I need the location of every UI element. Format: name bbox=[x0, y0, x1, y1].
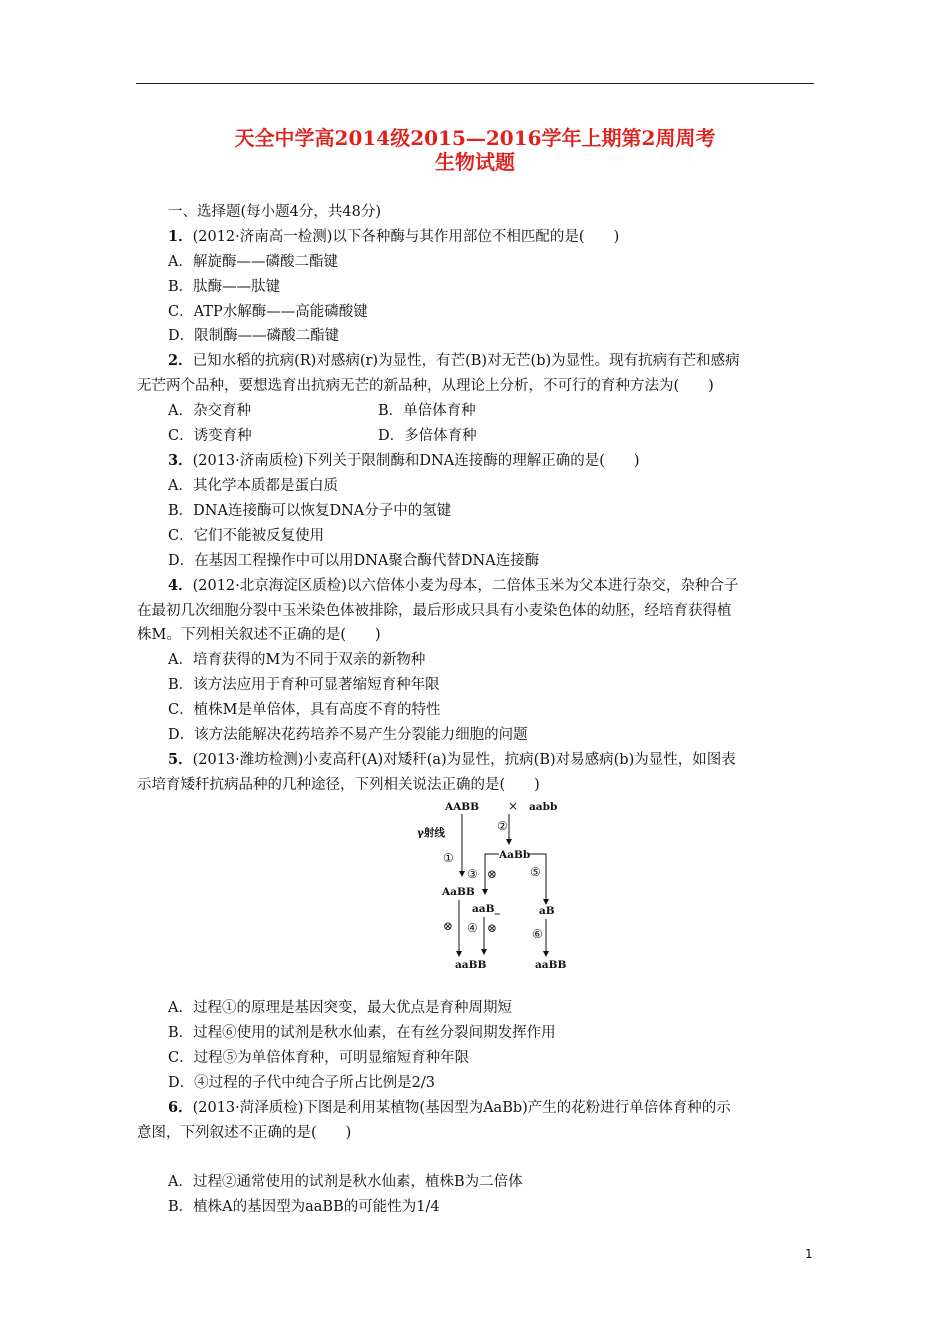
intermediate-aab: aaB_ bbox=[472, 903, 500, 915]
q4-option-d: D．该方法能解决花药培养不易产生分裂能力细胞的问题 bbox=[168, 727, 528, 743]
q2-option-d: D．多倍体育种 bbox=[378, 428, 477, 444]
q1-option-c: C．ATP水解酶——高能磷酸键 bbox=[168, 304, 368, 320]
exam-subtitle: 生物试题 bbox=[435, 150, 515, 174]
question-2 bbox=[168, 351, 740, 371]
parent-aabb-dominant: AABB bbox=[445, 801, 480, 813]
question-4-cont1: 在最初几次细胞分裂中玉米染色体被排除，最后形成只具有小麦染色体的幼胚，经培育获得植 bbox=[137, 603, 732, 619]
q5-option-d: D．④过程的子代中纯合子所占比例是2/3 bbox=[168, 1075, 435, 1091]
question-number: 3． bbox=[168, 452, 193, 469]
question-number: 4． bbox=[168, 577, 193, 594]
q3-option-d: D．在基因工程操作中可以用DNA聚合酶代替DNA连接酶 bbox=[168, 553, 540, 569]
exam-title: 天全中学高2014级2015—2016学年上期第2周周考 bbox=[234, 126, 716, 150]
question-4-cont2: 株M。下列相关叙述不正确的是( ) bbox=[137, 627, 381, 643]
step-4-label: ④ bbox=[467, 921, 478, 935]
parent-aabb-recessive: aabb bbox=[529, 801, 558, 813]
question-stem: (2013·潍坊检测)小麦高秆(A)对矮秆(a)为显性，抗病(B)对易感病(b)为显性，如图表 bbox=[192, 752, 736, 768]
q1-option-a: A．解旋酶——磷酸二酯键 bbox=[168, 254, 338, 270]
question-number: 2． bbox=[168, 352, 193, 369]
q2-option-b: B．单倍体育种 bbox=[378, 403, 476, 419]
question-stem: 已知水稻的抗病(R)对感病(r)为显性，有芒(B)对无芒(b)为显性。现有抗病有芒和感病 bbox=[192, 353, 740, 369]
q4-option-a: A．培育获得的M为不同于双亲的新物种 bbox=[168, 652, 426, 668]
q5-option-c: C．过程⑤为单倍体育种，可明显缩短育种年限 bbox=[168, 1050, 470, 1066]
q2-options-row2 bbox=[168, 426, 588, 446]
page-number: 1 bbox=[805, 1247, 813, 1261]
q6-option-b: B．植株A的基因型为aaBB的可能性为1/4 bbox=[168, 1199, 440, 1215]
question-number: 1． bbox=[168, 228, 193, 245]
question-stem: (2013·菏泽质检)下图是利用某植物(基因型为AaBb)产生的花粉进行单倍体育种的示 bbox=[192, 1100, 731, 1116]
haploid-ab: aB bbox=[539, 905, 555, 917]
breeding-pathway-diagram bbox=[405, 796, 585, 976]
question-5-cont: 示培育矮秆抗病品种的几种途径，下列相关说法正确的是( ) bbox=[137, 777, 540, 793]
q4-option-c: C．植株M是单倍体，具有高度不育的特性 bbox=[168, 702, 441, 718]
question-number: 5． bbox=[168, 751, 193, 768]
question-stem: (2013·济南质检)下列关于限制酶和DNA连接酶的理解正确的是( ) bbox=[192, 453, 640, 469]
self-cross-icon: ⊗ bbox=[487, 867, 498, 881]
step-2-label: ② bbox=[497, 819, 508, 833]
result-aabb-left: aaBB bbox=[455, 959, 487, 971]
q3-option-b: B．DNA连接酶可以恢复DNA分子中的氢键 bbox=[168, 503, 452, 519]
cross-symbol: × bbox=[508, 799, 519, 813]
question-2-cont: 无芒两个品种，要想选育出抗病无芒的新品种，从理论上分析，不可行的育种方法为( ) bbox=[137, 378, 714, 394]
mutant-aabb: AaBB bbox=[442, 886, 475, 898]
step-1-label: ① bbox=[443, 851, 454, 865]
section-heading: 一、选择题(每小题4分，共48分) bbox=[168, 204, 381, 220]
step-3-label: ③ bbox=[467, 867, 478, 881]
question-number: 6． bbox=[168, 1099, 193, 1116]
self-cross-icon-left: ⊗ bbox=[443, 919, 454, 933]
q1-option-d: D．限制酶——磷酸二酯键 bbox=[168, 328, 340, 344]
step-6-label: ⑥ bbox=[532, 927, 543, 941]
q5-option-a: A．过程①的原理是基因突变，最大优点是育种周期短 bbox=[168, 1000, 512, 1016]
f1-aabb: AaBb bbox=[499, 849, 531, 861]
q5-option-b: B．过程⑥使用的试剂是秋水仙素，在有丝分裂间期发挥作用 bbox=[168, 1025, 556, 1041]
question-stem: (2012·北京海淀区质检)以六倍体小麦为母本，二倍体玉米为父本进行杂交，杂种合子 bbox=[192, 578, 739, 594]
question-1 bbox=[168, 227, 619, 247]
q2-option-c: C．诱变育种 bbox=[168, 428, 252, 444]
gamma-ray-label: γ射线 bbox=[417, 827, 445, 839]
question-5 bbox=[168, 750, 736, 770]
step-5-label: ⑤ bbox=[530, 865, 541, 879]
q3-option-a: A．其化学本质都是蛋白质 bbox=[168, 478, 338, 494]
question-stem: (2012·济南高一检测)以下各种酶与其作用部位不相匹配的是( ) bbox=[192, 229, 620, 245]
self-cross-icon-right: ⊗ bbox=[487, 921, 498, 935]
result-aabb-right: aaBB bbox=[535, 959, 567, 971]
q2-option-a: A．杂交育种 bbox=[168, 403, 251, 419]
header-rule bbox=[136, 83, 814, 84]
q1-option-b: B．肽酶——肽键 bbox=[168, 279, 281, 295]
q6-option-a: A．过程②通常使用的试剂是秋水仙素，植株B为二倍体 bbox=[168, 1174, 523, 1190]
arrow-step-5 bbox=[529, 854, 546, 904]
question-4 bbox=[168, 576, 738, 596]
q2-options-row1 bbox=[168, 401, 588, 421]
question-3 bbox=[168, 451, 640, 471]
q3-option-c: C．它们不能被反复使用 bbox=[168, 528, 325, 544]
question-6-cont: 意图，下列叙述不正确的是( ) bbox=[137, 1125, 352, 1141]
question-6 bbox=[168, 1098, 731, 1118]
q4-option-b: B．该方法应用于育种可显著缩短育种年限 bbox=[168, 677, 440, 693]
